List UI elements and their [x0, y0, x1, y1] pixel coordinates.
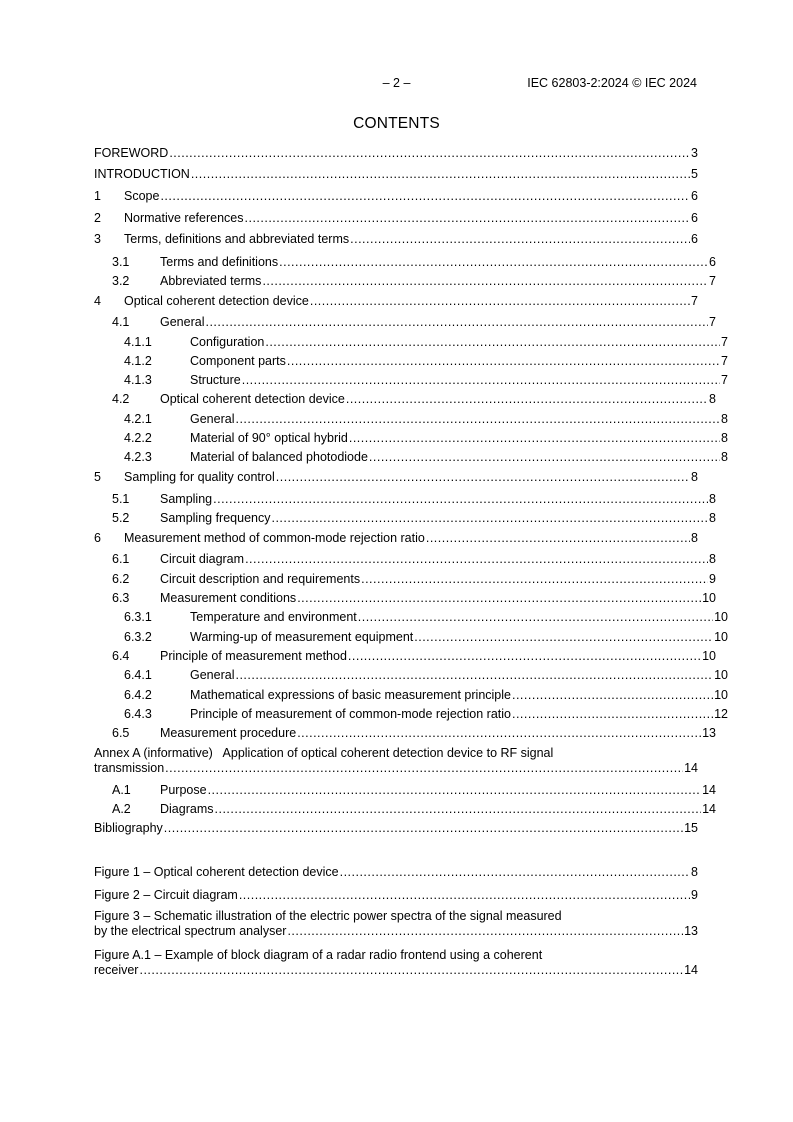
toc-entry-a-2[interactable]: A.2 Diagrams ..... 14	[94, 802, 716, 817]
figure-entry-1[interactable]: Figure 1 – Optical coherent detection device ..... 8	[94, 865, 698, 880]
toc-entry-1[interactable]: 1 Scope ..... 6	[94, 189, 698, 204]
toc-entry-4-1-2[interactable]: 4.1.2 Component parts ..... 7	[94, 354, 728, 369]
toc-entry-6-3-1[interactable]: 6.3.1 Temperature and environment ..... 10	[94, 610, 728, 625]
toc-entry-4-2[interactable]: 4.2 Optical coherent detection device ..... 8	[94, 392, 716, 407]
toc-entry-5[interactable]: 5 Sampling for quality control ..... 8	[94, 470, 698, 485]
toc-entry-4-2-3[interactable]: 4.2.3 Material of balanced photodiode ..... 8	[94, 450, 728, 465]
toc-entry-4-2-2[interactable]: 4.2.2 Material of 90° optical hybrid ..... 8	[94, 431, 728, 446]
toc-entry-introduction[interactable]: INTRODUCTION ..... 5	[94, 167, 698, 182]
toc-entry-6-1[interactable]: 6.1 Circuit diagram ..... 8	[94, 552, 716, 567]
toc-entry-bibliography[interactable]: Bibliography ..... 15	[94, 821, 698, 836]
figure-entry-3[interactable]: Figure 3 – Schematic illustration of the electric power spectra of the signal measured by the electrical spectrum analyser ..... 13	[94, 909, 698, 939]
toc-entry-6[interactable]: 6 Measurement method of common-mode rejection ratio ..... 8	[94, 531, 698, 546]
toc-entry-a-1[interactable]: A.1 Purpose ..... 14	[94, 783, 716, 798]
page-title: CONTENTS	[353, 115, 440, 132]
toc-entry-4-2-1[interactable]: 4.2.1 General ..... 8	[94, 412, 728, 427]
standard-reference: IEC 62803-2:2024 © IEC 2024	[527, 76, 697, 90]
toc-entry-6-3[interactable]: 6.3 Measurement conditions ..... 10	[94, 591, 716, 606]
toc-entry-3-2[interactable]: 3.2 Abbreviated terms ..... 7	[94, 274, 716, 289]
toc-entry-6-5[interactable]: 6.5 Measurement procedure ..... 13	[94, 726, 716, 741]
toc-entry-foreword[interactable]: FOREWORD ..... 3	[94, 146, 698, 161]
toc-entry-6-2[interactable]: 6.2 Circuit description and requirements ..... 9	[94, 572, 716, 587]
toc-entry-annex-a[interactable]: Annex A (informative) Application of optical coherent detection device to RF signal transmission ..... 14	[94, 746, 698, 776]
toc-entry-6-3-2[interactable]: 6.3.2 Warming-up of measurement equipment ..... 10	[94, 630, 728, 645]
toc-entry-3-1[interactable]: 3.1 Terms and definitions ..... 6	[94, 255, 716, 270]
toc-entry-4-1-1[interactable]: 4.1.1 Configuration ..... 7	[94, 335, 728, 350]
page-number: – 2 –	[382, 76, 411, 90]
toc-entry-6-4-2[interactable]: 6.4.2 Mathematical expressions of basic measurement principle ..... 10	[94, 688, 728, 703]
toc-entry-6-4[interactable]: 6.4 Principle of measurement method ..... 10	[94, 649, 716, 664]
toc-entry-2[interactable]: 2 Normative references ..... 6	[94, 211, 698, 226]
figure-entry-2[interactable]: Figure 2 – Circuit diagram ..... 9	[94, 888, 698, 903]
toc-entry-3[interactable]: 3 Terms, definitions and abbreviated terms ..... 6	[94, 232, 698, 247]
toc-entry-5-2[interactable]: 5.2 Sampling frequency ..... 8	[94, 511, 716, 526]
toc-entry-4-1[interactable]: 4.1 General ..... 7	[94, 315, 716, 330]
toc-entry-4[interactable]: 4 Optical coherent detection device ..... 7	[94, 294, 698, 309]
toc-entry-4-1-3[interactable]: 4.1.3 Structure ..... 7	[94, 373, 728, 388]
figure-entry-a-1[interactable]: Figure A.1 – Example of block diagram of a radar radio frontend using a coherent receiver ..... 14	[94, 948, 698, 978]
toc-entry-5-1[interactable]: 5.1 Sampling ..... 8	[94, 492, 716, 507]
toc-entry-6-4-3[interactable]: 6.4.3 Principle of measurement of common-mode rejection ratio ..... 12	[94, 707, 728, 722]
page-header	[0, 76, 793, 92]
toc-entry-6-4-1[interactable]: 6.4.1 General ..... 10	[94, 668, 728, 683]
